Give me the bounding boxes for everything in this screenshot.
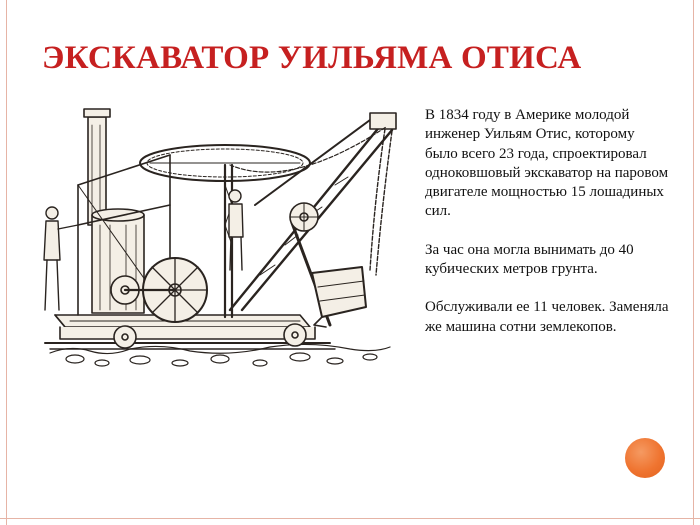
orange-circle-icon <box>625 438 665 478</box>
frame-left-line <box>6 0 7 525</box>
slide-title: ЭКСКАВАТОР УИЛЬЯМА ОТИСА <box>42 40 582 76</box>
frame-bottom-line <box>0 518 700 519</box>
paragraph-capacity: За час она могла вынимать до 40 кубических метров грунта. <box>425 241 634 278</box>
paragraph-crew: Обслуживали ее 11 человек. Заменяла же машина сотни землекопов. <box>425 299 669 335</box>
paragraph-invention: В 1834 году в Америке молодой инженер Уильям Отис, которому было всего 23 года, спроектировал одноковшовый экскаватор на паровом двигателе мощностью 15 лошадиных сил. <box>425 107 669 220</box>
steam-excavator-illustration <box>30 95 410 380</box>
slide-body-text <box>425 106 670 337</box>
frame-right-line <box>693 0 694 525</box>
